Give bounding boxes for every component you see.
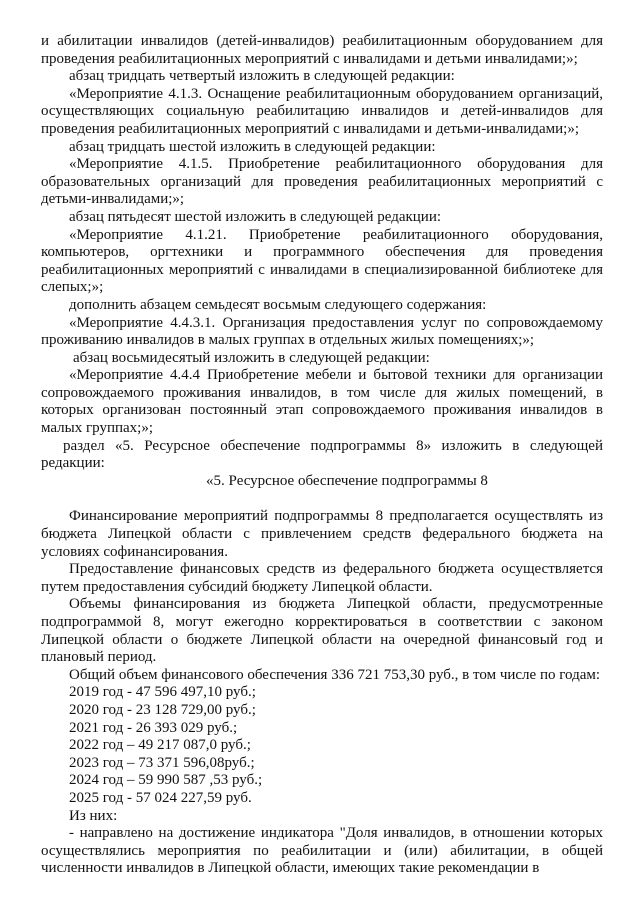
year-2023-line: 2023 год – 73 371 596,08руб.;: [69, 754, 255, 771]
paragraph-measure-4-4-3-1: «Мероприятие 4.4.3.1. Организация предоставления услуг по сопровождаемому проживанию инвалидов в малых группах в отдельных жилых помещениях;»;: [41, 314, 603, 349]
paragraph-measure-4-4-4: «Мероприятие 4.4.4 Приобретение мебели и бытовой техники для организации сопровождаемого проживания инвалидов, в том числе для жилых помещений, в которых организован постоянный этап сопровождаемого проживания инвалидов в малых группах;»;: [41, 367, 603, 437]
paragraph-instruction-56: абзац пятьдесят шестой изложить в следующей редакции:: [69, 208, 442, 225]
year-2021-line: 2021 год - 26 393 029 руб.;: [69, 719, 238, 736]
paragraph-indicator: - направлено на достижение индикатора "Доля инвалидов, в отношении которых осуществлялись мероприятия по реабилитации и (или) абилитации, в общей численности инвалидов в Липецкой области, имеющих такие рекомендации в: [41, 825, 603, 877]
year-2024-line: 2024 год – 59 990 587 ,53 руб.;: [69, 772, 263, 789]
year-2025-line: 2025 год - 57 024 227,59 руб.: [69, 789, 252, 806]
of-them-label: Из них:: [69, 807, 118, 824]
paragraph-instruction-34: абзац тридцать четвертый изложить в следующей редакции:: [69, 68, 455, 85]
paragraph-instruction-78: дополнить абзацем семьдесят восьмым следующего содержания:: [69, 296, 487, 313]
paragraph-section-instruction: раздел «5. Ресурсное обеспечение подпрограммы 8» изложить в следующей редакции:: [41, 437, 603, 472]
paragraph-measure-4-1-21: «Мероприятие 4.1.21. Приобретение реабилитационного оборудования, компьютеров, оргтехники и программного обеспечения для проведения реабилитационных мероприятий с инвалидами в специализированной библиотеке для слепых;»;: [41, 226, 603, 296]
paragraph-volumes: Объемы финансирования из бюджета Липецкой области, предусмотренные подпрограммой 8, могут ежегодно корректироваться в соответствии с законом Липецкой области о бюджете Липецкой области на очередной финансовый год и плановый период.: [41, 596, 603, 666]
paragraph-measure-4-1-5: «Мероприятие 4.1.5. Приобретение реабилитационного оборудования для образовательных организаций для проведения реабилитационных мероприятий с детьми-инвалидами;»;: [41, 156, 603, 208]
paragraph-financing: Финансирование мероприятий подпрограммы 8 предполагается осуществлять из бюджета Липецкой области с привлечением средств федерального бюджета на условиях софинансирования.: [41, 508, 603, 560]
paragraph-total-volume: Общий объем финансового обеспечения 336 721 753,30 руб., в том числе по годам:: [69, 666, 601, 683]
year-2020-line: 2020 год - 23 128 729,00 руб.;: [69, 701, 256, 718]
paragraph-instruction-80: абзац восьмидесятый изложить в следующей редакции:: [73, 349, 430, 366]
document-page: [41, 33, 603, 878]
paragraph-federal-funds: Предоставление финансовых средств из федерального бюджета осуществляется путем предоставления субсидий бюджету Липецкой области.: [41, 561, 603, 595]
year-2022-line: 2022 год – 49 217 087,0 руб.;: [69, 737, 251, 754]
section-heading: «5. Ресурсное обеспечение подпрограммы 8: [206, 472, 488, 489]
paragraph-measure-4-1-3: «Мероприятие 4.1.3. Оснащение реабилитационным оборудованием организаций, осуществляющих социальную реабилитацию инвалидов и детей-инвалидов для проведения реабилитационных мероприятий с инвалидами и детьми-инвалидами;»;: [41, 85, 603, 137]
blank-line: [41, 490, 603, 508]
paragraph-instruction-36: абзац тридцать шестой изложить в следующей редакции:: [69, 138, 436, 155]
year-2019-line: 2019 год - 47 596 497,10 руб.;: [69, 684, 256, 701]
paragraph-continuation: и абилитации инвалидов (детей-инвалидов) реабилитационным оборудованием для проведения реабилитационных мероприятий с инвалидами и детьми инвалидами;»;: [41, 33, 603, 67]
